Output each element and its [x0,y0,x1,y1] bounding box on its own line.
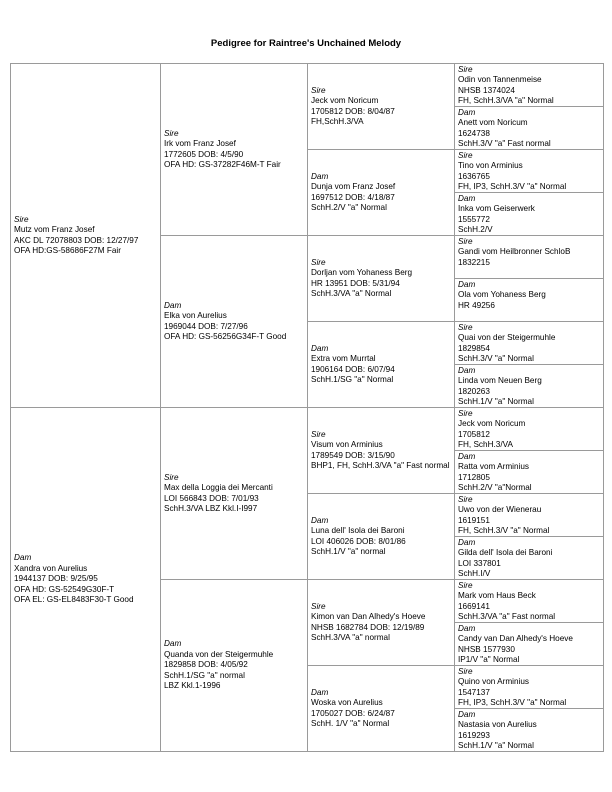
parent-role-label: Dam [311,171,329,181]
dog-name: Linda vom Neuen Berg [458,376,542,386]
pedigree-table [10,63,604,752]
parent-role-label: Dam [164,639,182,649]
dog-name: Nastasia von Aurelius [458,720,537,730]
dam-cell [11,408,161,752]
gen3-cell [308,64,455,150]
dog-detail: SchH.2/V "a" Normal [311,202,387,212]
dog-detail: IP1/V "a" Normal [458,655,520,665]
gen4-cell [455,408,604,451]
gen3-cell [308,580,455,666]
parent-role-label: Dam [14,553,32,563]
dog-name: Quai von der Steigermuhle [458,333,556,343]
parent-role-label: Dam [164,300,182,310]
dam-sire-cell [161,408,308,580]
parent-role-label: Sire [458,65,473,74]
sire-dam-cell [161,236,308,408]
parent-role-label: Dam [311,515,329,525]
dog-detail: 1944137 DOB: 9/25/95 [14,574,98,584]
dog-detail: SchH.1/V "a" Normal [458,397,534,407]
dog-detail: SchH.3/VA "a" Normal [311,288,392,298]
parent-role-label: Dam [458,538,476,547]
dog-detail: BHP1, FH, SchH.3/VA "a" Fast normal [311,460,450,470]
dog-detail: 1832215 [458,257,490,267]
parent-role-label: Sire [458,495,473,504]
dog-detail: 1705812 DOB: 8/04/87 [311,106,395,116]
parent-role-label: Dam [458,624,476,633]
gen4-cell [455,451,604,494]
dog-name: Max della Loggia dei Mercanti [164,483,273,493]
gen4-cell [455,322,604,365]
parent-role-label: Dam [458,710,476,719]
page-title: Pedigree for Raintree's Unchained Melody [210,38,402,49]
parent-role-label: Dam [458,280,476,289]
dog-name: Anett vom Noricum [458,118,528,128]
dog-detail: SchH.1/V "a" Normal [458,741,534,751]
dog-name: Quanda von der Steigermuhle [164,649,274,659]
parent-role-label: Dam [458,452,476,461]
dog-name: Inka vom Geiserwerk [458,204,535,214]
dog-detail: 1820263 [458,386,490,396]
dog-detail: NHSB 1374024 [458,85,515,95]
parent-role-label: Sire [458,237,473,246]
dog-name: Uwo von der Wienerau [458,505,542,515]
dog-detail: 1829854 [458,343,490,353]
dog-detail: SchH.3/VA LBZ Kkl.I-I997 [164,503,258,513]
parent-role-label: Sire [458,151,473,160]
parent-role-label: Dam [458,366,476,375]
dog-detail: FH, SchH.3/VA "a" Normal [458,96,554,106]
gen3-cell [308,408,455,494]
parent-role-label: Sire [311,257,326,267]
dog-name: Extra vom Murrtal [311,354,376,364]
sire-cell [11,64,161,408]
dog-name: Tino von Arminius [458,161,523,171]
dog-detail: FH, IP3, SchH.3/V "a" Normal [458,182,567,192]
dog-detail: LOI 406026 DOB: 8/01/86 [311,536,406,546]
dog-detail: SchH.1/SG "a" normal [164,670,245,680]
parent-role-label: Dam [458,194,476,203]
dog-detail: OFA HD: GS-56256G34F-T Good [164,331,287,341]
dog-detail: OFA HD: GS-52549G30F-T [14,584,115,594]
dog-detail: LOI 337801 [458,558,501,568]
gen3-cell [308,150,455,236]
dog-name: Kimon van Dan Alhedy's Hoeve [311,612,426,622]
dog-detail: 1636765 [458,171,490,181]
parent-role-label: Sire [458,409,473,418]
gen4-cell [455,107,604,150]
dog-detail: 1669141 [458,601,490,611]
dog-detail: 1619151 [458,515,490,525]
dog-name: Xandra von Aurelius [14,563,88,573]
dog-detail: SchH.3/V "a" Fast normal [458,139,551,149]
parent-role-label: Sire [311,85,326,95]
dog-detail: 1619293 [458,730,490,740]
parent-role-label: Sire [164,128,179,138]
gen4-cell [455,193,604,236]
dog-detail: NHSB 1682784 DOB: 12/19/89 [311,622,425,632]
dog-detail: 1969044 DOB: 7/27/96 [164,321,248,331]
parent-role-label: Sire [458,581,473,590]
dog-detail: SchH.1/V "a" normal [311,546,386,556]
dog-detail: 1555772 [458,214,490,224]
dog-name: Quino von Arminius [458,677,529,687]
dog-detail: 1829858 DOB: 4/05/92 [164,660,248,670]
dog-name: Dunja vom Franz Josef [311,182,396,192]
dog-name: Mutz vom Franz Josef [14,225,95,235]
dog-detail: NHSB 1577930 [458,644,515,654]
dog-name: Ola vom Yohaness Berg [458,290,546,300]
dog-name: Dorljan vom Yohaness Berg [311,268,413,278]
dog-detail: LBZ Kkl.1-1996 [164,681,221,691]
gen3-cell [308,322,455,408]
gen4-cell [455,236,604,279]
dog-detail: 1547137 [458,687,490,697]
gen4-cell [455,64,604,107]
dog-detail: SchH.2/V [458,225,493,235]
dog-name: Irk vom Franz Josef [164,139,236,149]
dog-detail: 1789549 DOB: 3/15/90 [311,450,395,460]
dog-detail: OFA HD:GS-58686F27M Fair [14,245,121,255]
parent-role-label: Sire [164,472,179,482]
gen4-cell [455,580,604,623]
dog-detail: 1705027 DOB: 6/24/87 [311,708,395,718]
dog-detail: FH, SchH.3/VA [458,440,513,450]
dog-detail: HR 49256 [458,300,495,310]
parent-role-label: Dam [458,108,476,117]
dog-detail: SchH.3/VA "a" normal [311,632,390,642]
parent-role-label: Sire [458,323,473,332]
parent-role-label: Sire [311,429,326,439]
dog-detail: AKC DL 72078803 DOB: 12/27/97 [14,235,139,245]
gen4-cell [455,279,604,322]
dog-detail: FH, IP3, SchH.3/V "a" Normal [458,698,567,708]
dog-name: Jeck vom Noricum [311,96,379,106]
dog-name: Elka von Aurelius [164,311,227,321]
dog-detail: 1712805 [458,472,490,482]
dog-name: Luna dell' Isola dei Baroni [311,526,405,536]
dam-dam-cell [161,580,308,752]
gen3-cell [308,236,455,322]
parent-role-label: Sire [14,214,29,224]
dog-detail: OFA HD: GS-37282F46M-T Fair [164,159,281,169]
gen4-cell [455,666,604,709]
dog-name: Jeck vom Noricum [458,419,526,429]
parent-role-label: Dam [311,687,329,697]
dog-detail: 1697512 DOB: 4/18/87 [311,192,395,202]
gen4-cell [455,365,604,408]
dog-detail: SchH.2/V "a"Normal [458,483,532,493]
gen4-cell [455,494,604,537]
parent-role-label: Sire [458,667,473,676]
dog-detail: SchH. 1/V "a" Normal [311,718,390,728]
parent-role-label: Sire [311,601,326,611]
dog-name: Woska von Aurelius [311,698,383,708]
gen4-cell [455,537,604,580]
dog-name: Visum von Arminius [311,440,383,450]
dog-name: Ratta vom Arminius [458,462,529,472]
dog-name: Gilda dell' Isola dei Baroni [458,548,553,558]
dog-detail: LOI 566843 DOB: 7/01/93 [164,493,259,503]
dog-detail: SchH.1/SG "a" Normal [311,374,394,384]
dog-detail: SchH.I/V [458,569,491,579]
dog-detail: FH,SchH.3/VA [311,116,364,126]
gen4-cell [455,150,604,193]
parent-role-label: Dam [311,343,329,353]
dog-name: Odin von Tannenmeise [458,75,542,85]
sire-sire-cell [161,64,308,236]
dog-detail: OFA EL: GS-EL8483F30-T Good [14,595,134,605]
dog-detail: 1624738 [458,128,490,138]
gen3-cell [308,666,455,752]
dog-detail: HR 13951 DOB: 5/31/94 [311,278,400,288]
gen3-cell [308,494,455,580]
gen4-cell [455,709,604,752]
dog-detail: SchH.3/VA "a" Fast normal [458,612,556,622]
dog-detail: FH, SchH.3/V "a" Normal [458,526,550,536]
dog-detail: 1906164 DOB: 6/07/94 [311,364,395,374]
dog-name: Candy van Dan Alhedy's Hoeve [458,634,573,644]
dog-detail: 1705812 [458,429,490,439]
dog-detail: 1772605 DOB: 4/5/90 [164,149,244,159]
dog-name: Mark vom Haus Beck [458,591,536,601]
gen4-cell [455,623,604,666]
dog-detail: SchH.3/V "a" Normal [458,354,534,364]
dog-name: Gandi vom Heilbronner SchloB [458,247,571,257]
